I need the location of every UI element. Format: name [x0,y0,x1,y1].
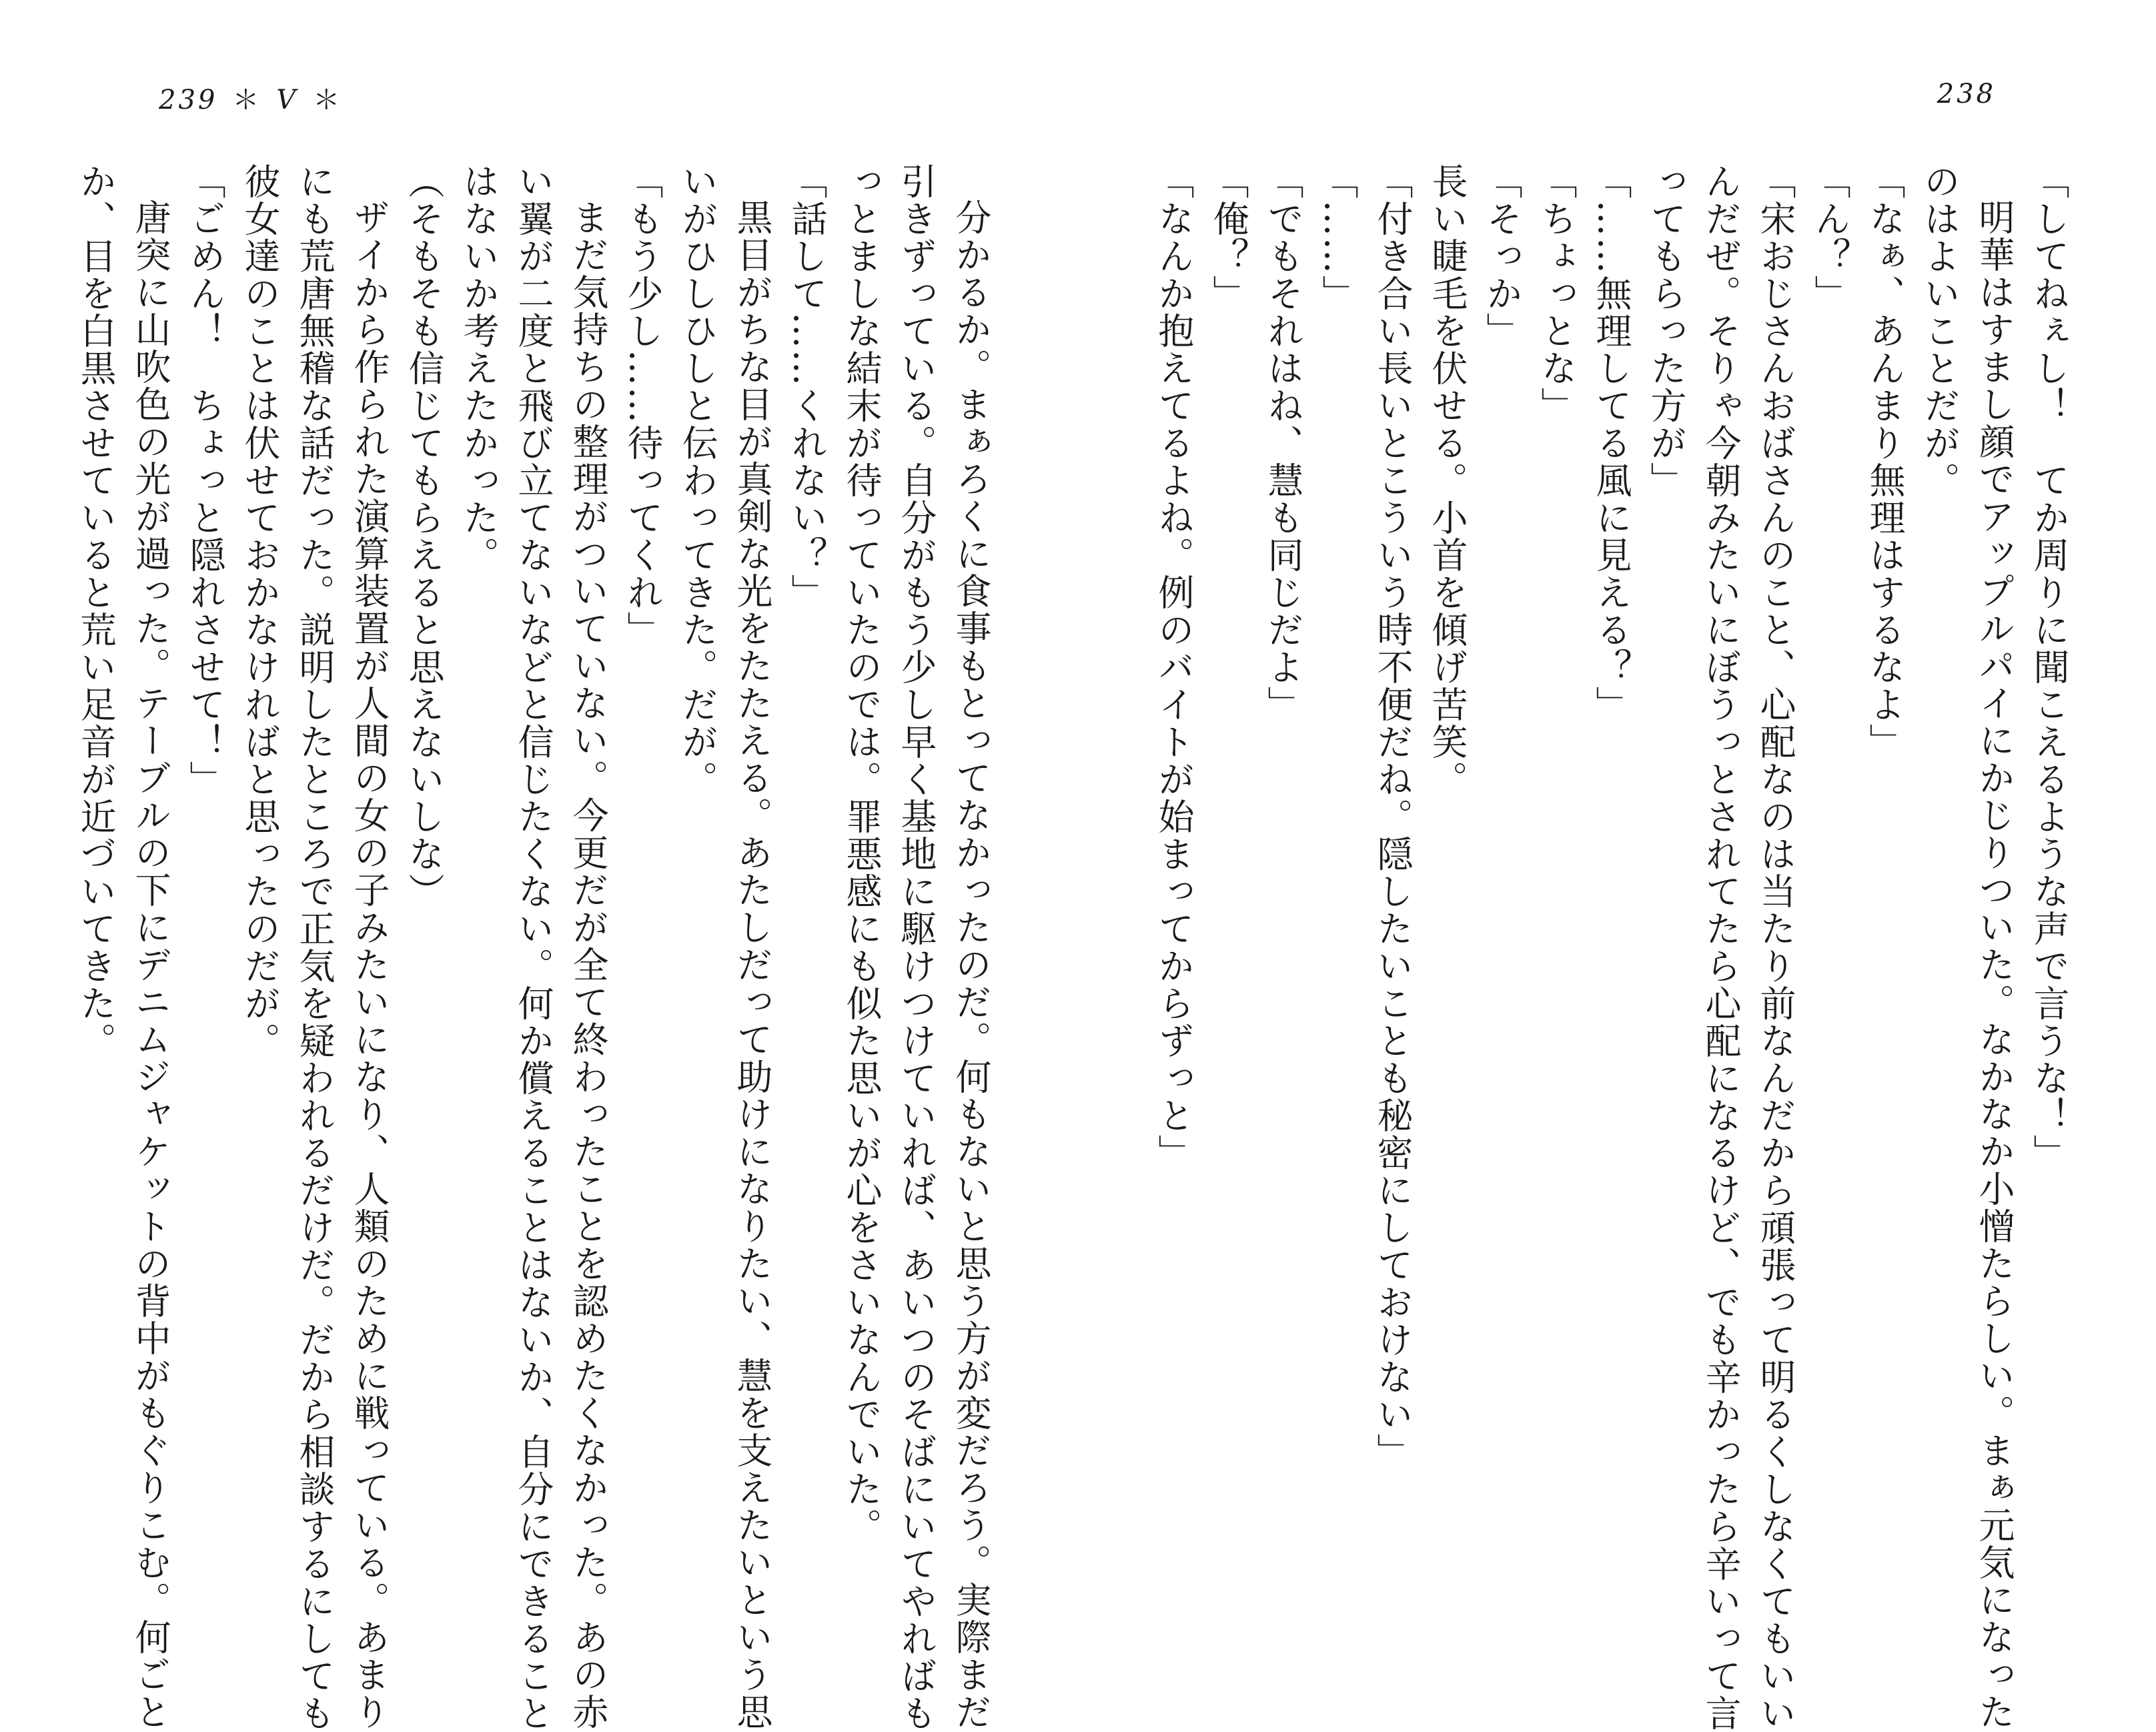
text-line: 引きずっている。自分がもう少し早く基地に駆けつけていれば、あいつのそばにいてやればも [895,163,937,1732]
text-line: 「話して……くれない？」 [786,163,828,611]
star-glyph: ＊ [232,85,262,115]
text-line: っとましな結末が待っていたのでは。罪悪感にも似た思いが心をさいなんでいた。 [841,163,883,1545]
text-line: 「なんか抱えてるよね。例のバイトが始まってからずっと」 [1153,163,1195,1172]
page-number: 238 [1937,79,1996,109]
text-line: 分かるか。まぁろくに食事もとってなかったのだ。何もないと思う方が変だろう。実際まだ [950,199,992,1731]
body-text-left [75,163,998,1732]
text-line: か、目を白黒させていると荒い足音が近づいてきた。 [75,163,117,1059]
text-line: 「そっか」 [1481,163,1523,350]
text-line: 彼女達のことは伏せておかなければと思ったのだが。 [239,163,281,1059]
body-text-right [1153,163,2076,1732]
text-line: んだぜ。そりゃ今朝みたいにぼうっとされてたら心配になるけど、でも辛かったら辛いって言 [1700,163,1742,1732]
text-line: 「……」 [1317,163,1359,312]
text-line: 「俺？」 [1207,163,1249,312]
right-page [1078,0,2156,1732]
text-line: 「付き合い長いとこういう時不便だね。隠したいことも秘密にしておけない」 [1372,163,1414,1470]
text-line: 「してねぇし！ てか周りに聞こえるような声で言うな！」 [2028,163,2070,1172]
text-line: い翼が二度と飛び立てないなどと信じたくない。何か償えることはないか、自分にできること [512,163,554,1732]
text-line: 「もう少し……待ってくれ」 [622,163,664,648]
text-line: にも荒唐無稽な話だった。説明したところで正気を疑われるだけだ。だから相談するにしても [294,163,336,1732]
text-line: 長い睫毛を伏せる。小首を傾げ苦笑。 [1426,163,1468,798]
text-line: 「ちょっとな」 [1536,163,1578,424]
text-line: 「……無理してる風に見える？」 [1590,163,1632,723]
text-line: 「ん？」 [1809,163,1851,312]
text-line: ってもらった方が」 [1645,163,1687,499]
star-glyph: ＊ [313,85,343,115]
page-header-left [159,79,357,117]
text-line: （そもそも信じてもらえると思えないしな） [403,163,445,910]
text-line: のはよいことだが。 [1919,163,1961,499]
running-head: V [276,85,299,115]
text-line: いがひしひしと伝わってきた。だが。 [676,163,718,798]
page-header-right [1937,79,1996,109]
text-line: ザイから作られた演算装置が人間の女の子みたいになり、人類のために戦っている。あまり [348,199,390,1731]
text-line: 唐突に山吹色の光が過った。テーブルの下にデニムジャケットの背中がもぐりこむ。何ごと [129,199,171,1731]
text-line: 「ごめん！ ちょっと隠れさせて！」 [184,163,226,798]
page-number: 239 [159,85,218,115]
text-line: 黒目がちな目が真剣な光をたたえる。あたしだって助けになりたい、慧を支えたいという思 [731,199,773,1731]
text-line: 「でもそれはね、慧も同じだよ」 [1262,163,1304,723]
text-line: 明華はすまし顔でアップルパイにかじりついた。なかなか小憎たらしい。まぁ元気になった [1973,199,2015,1731]
text-line: はないか考えたかった。 [458,163,500,574]
text-line: まだ気持ちの整理がついていない。今更だが全て終わったことを認めたくなかった。あの赤 [567,199,609,1731]
text-line: 「宋おじさんおばさんのこと、心配なのは当たり前なんだから頑張って明るくしなくてもいい [1754,163,1796,1732]
text-line: 「なぁ、あんまり無理はするなよ」 [1864,163,1906,761]
